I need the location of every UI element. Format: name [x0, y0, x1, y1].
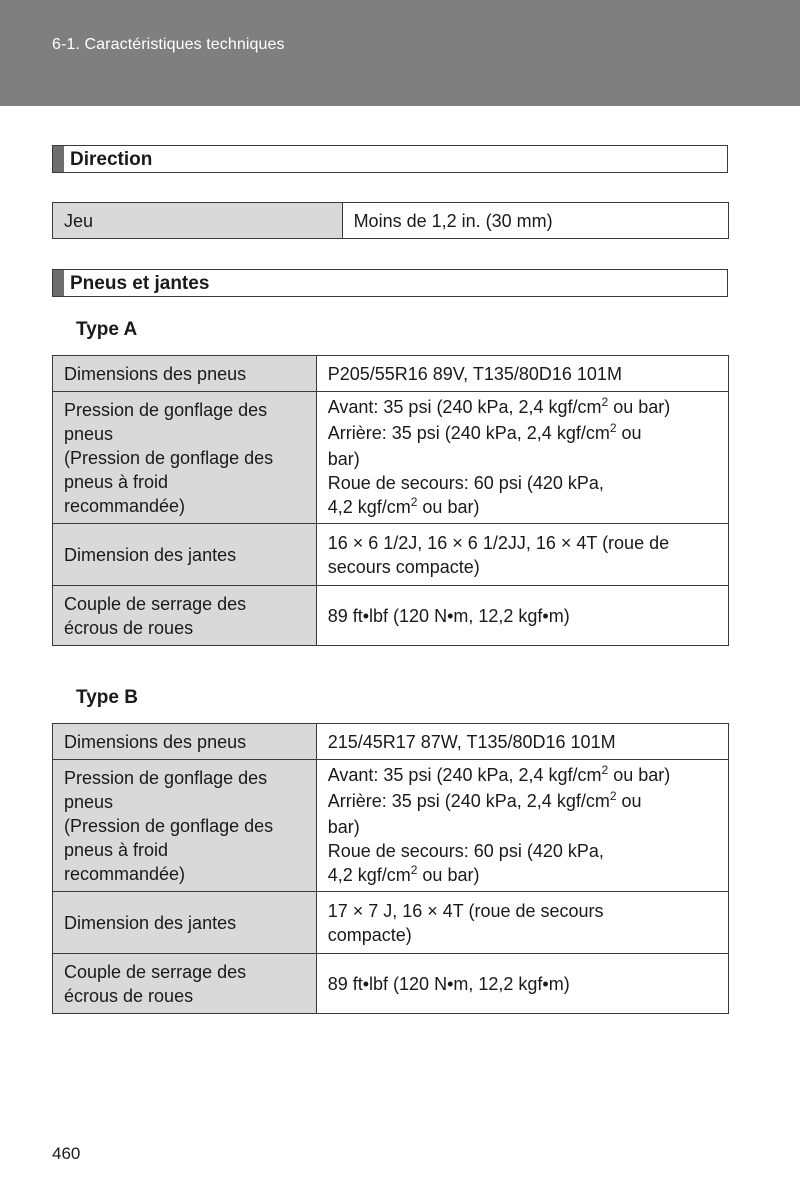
subheading-type-a: Type A: [76, 319, 138, 340]
label-line: recommandée): [64, 495, 186, 516]
spec-value: Moins de 1,2 in. (30 mm): [342, 203, 728, 239]
value-line: secours compacte): [327, 556, 480, 577]
label-line: pneus: [64, 423, 114, 444]
value-line: Roue de secours: 60 psi (420 kPa,: [327, 840, 604, 861]
page-number: 460: [52, 1144, 81, 1163]
superscript: 2: [601, 394, 609, 409]
spec-label: Jeu: [53, 203, 343, 239]
label-line: Couple de serrage des: [64, 593, 247, 614]
value-line: [328, 495, 717, 521]
spec-label: [53, 954, 317, 1014]
text-part: 4,2 kgf/cm: [327, 496, 411, 517]
text-part: Avant: 35 psi (240 kPa, 2,4 kgf/cm: [327, 396, 602, 417]
section-title: Pneus et jantes: [70, 273, 210, 294]
spec-value: [316, 524, 728, 586]
text-part: ou bar): [608, 396, 671, 417]
text-part: ou: [616, 422, 642, 443]
text-part: 4,2 kgf/cm: [327, 864, 411, 885]
label-line: Pression de gonflage des: [64, 399, 268, 420]
spec-label: Dimensions des pneus: [53, 724, 317, 760]
page-header: [0, 0, 800, 106]
section-marker: [53, 270, 64, 296]
spec-value: P205/55R16 89V, T135/80D16 101M: [316, 356, 728, 392]
label-line: pneus à froid: [64, 471, 169, 492]
spec-label: [53, 760, 317, 892]
value-line: bar): [327, 448, 360, 469]
section-heading-tires: [52, 269, 728, 297]
text-part: ou: [616, 790, 642, 811]
subheading-type-b: Type B: [76, 687, 138, 708]
value-line: [328, 421, 717, 447]
spec-value: 215/45R17 87W, T135/80D16 101M: [316, 724, 728, 760]
text-part: Arrière: 35 psi (240 kPa, 2,4 kgf/cm: [327, 422, 610, 443]
label-line: pneus: [64, 791, 114, 812]
type-b-table: [52, 723, 729, 1014]
breadcrumb: 6-1. Caractéristiques techniques: [52, 36, 285, 53]
value-line: compacte): [327, 924, 412, 945]
spec-value: [316, 392, 728, 524]
text-part: ou bar): [417, 864, 480, 885]
label-line: écrous de roues: [64, 617, 194, 638]
label-line: (Pression de gonflage des: [64, 447, 274, 468]
value-line: 17 × 7 J, 16 × 4T (roue de secours: [327, 900, 604, 921]
value-line: [328, 863, 717, 889]
section-marker: [53, 146, 64, 172]
spec-label: Dimension des jantes: [53, 892, 317, 954]
label-line: Pression de gonflage des: [64, 767, 268, 788]
superscript: 2: [609, 420, 617, 435]
table-row: [53, 524, 729, 586]
label-line: recommandée): [64, 863, 186, 884]
spec-label: [53, 392, 317, 524]
value-line: 16 × 6 1/2J, 16 × 6 1/2JJ, 16 × 4T (roue de: [327, 532, 670, 553]
value-line: [328, 395, 717, 421]
label-line: (Pression de gonflage des: [64, 815, 274, 836]
superscript: 2: [601, 762, 609, 777]
spec-value: [316, 892, 728, 954]
superscript: 2: [410, 494, 418, 509]
direction-table: [52, 202, 729, 239]
type-a-table: [52, 355, 729, 646]
value-line: Roue de secours: 60 psi (420 kPa,: [327, 472, 604, 493]
text-part: Arrière: 35 psi (240 kPa, 2,4 kgf/cm: [327, 790, 610, 811]
spec-value: [316, 760, 728, 892]
text-part: Avant: 35 psi (240 kPa, 2,4 kgf/cm: [327, 764, 602, 785]
superscript: 2: [410, 862, 418, 877]
table-row: [53, 724, 729, 760]
table-row: [53, 392, 729, 524]
section-title: Direction: [70, 149, 153, 170]
table-row: [53, 892, 729, 954]
spec-label: Dimension des jantes: [53, 524, 317, 586]
table-row: [53, 586, 729, 646]
label-line: pneus à froid: [64, 839, 169, 860]
spec-value: 89 ft•lbf (120 N•m, 12,2 kgf•m): [316, 586, 728, 646]
spec-label: [53, 586, 317, 646]
text-part: ou bar): [608, 764, 671, 785]
value-line: bar): [327, 816, 360, 837]
text-part: ou bar): [417, 496, 480, 517]
section-heading-direction: [52, 145, 728, 173]
superscript: 2: [609, 788, 617, 803]
spec-value: 89 ft•lbf (120 N•m, 12,2 kgf•m): [316, 954, 728, 1014]
table-row: [53, 954, 729, 1014]
spec-label: Dimensions des pneus: [53, 356, 317, 392]
table-row: [53, 760, 729, 892]
label-line: Couple de serrage des: [64, 961, 247, 982]
value-line: [328, 763, 717, 789]
table-row: [53, 356, 729, 392]
table-row: [53, 203, 729, 239]
label-line: écrous de roues: [64, 985, 194, 1006]
value-line: [328, 789, 717, 815]
